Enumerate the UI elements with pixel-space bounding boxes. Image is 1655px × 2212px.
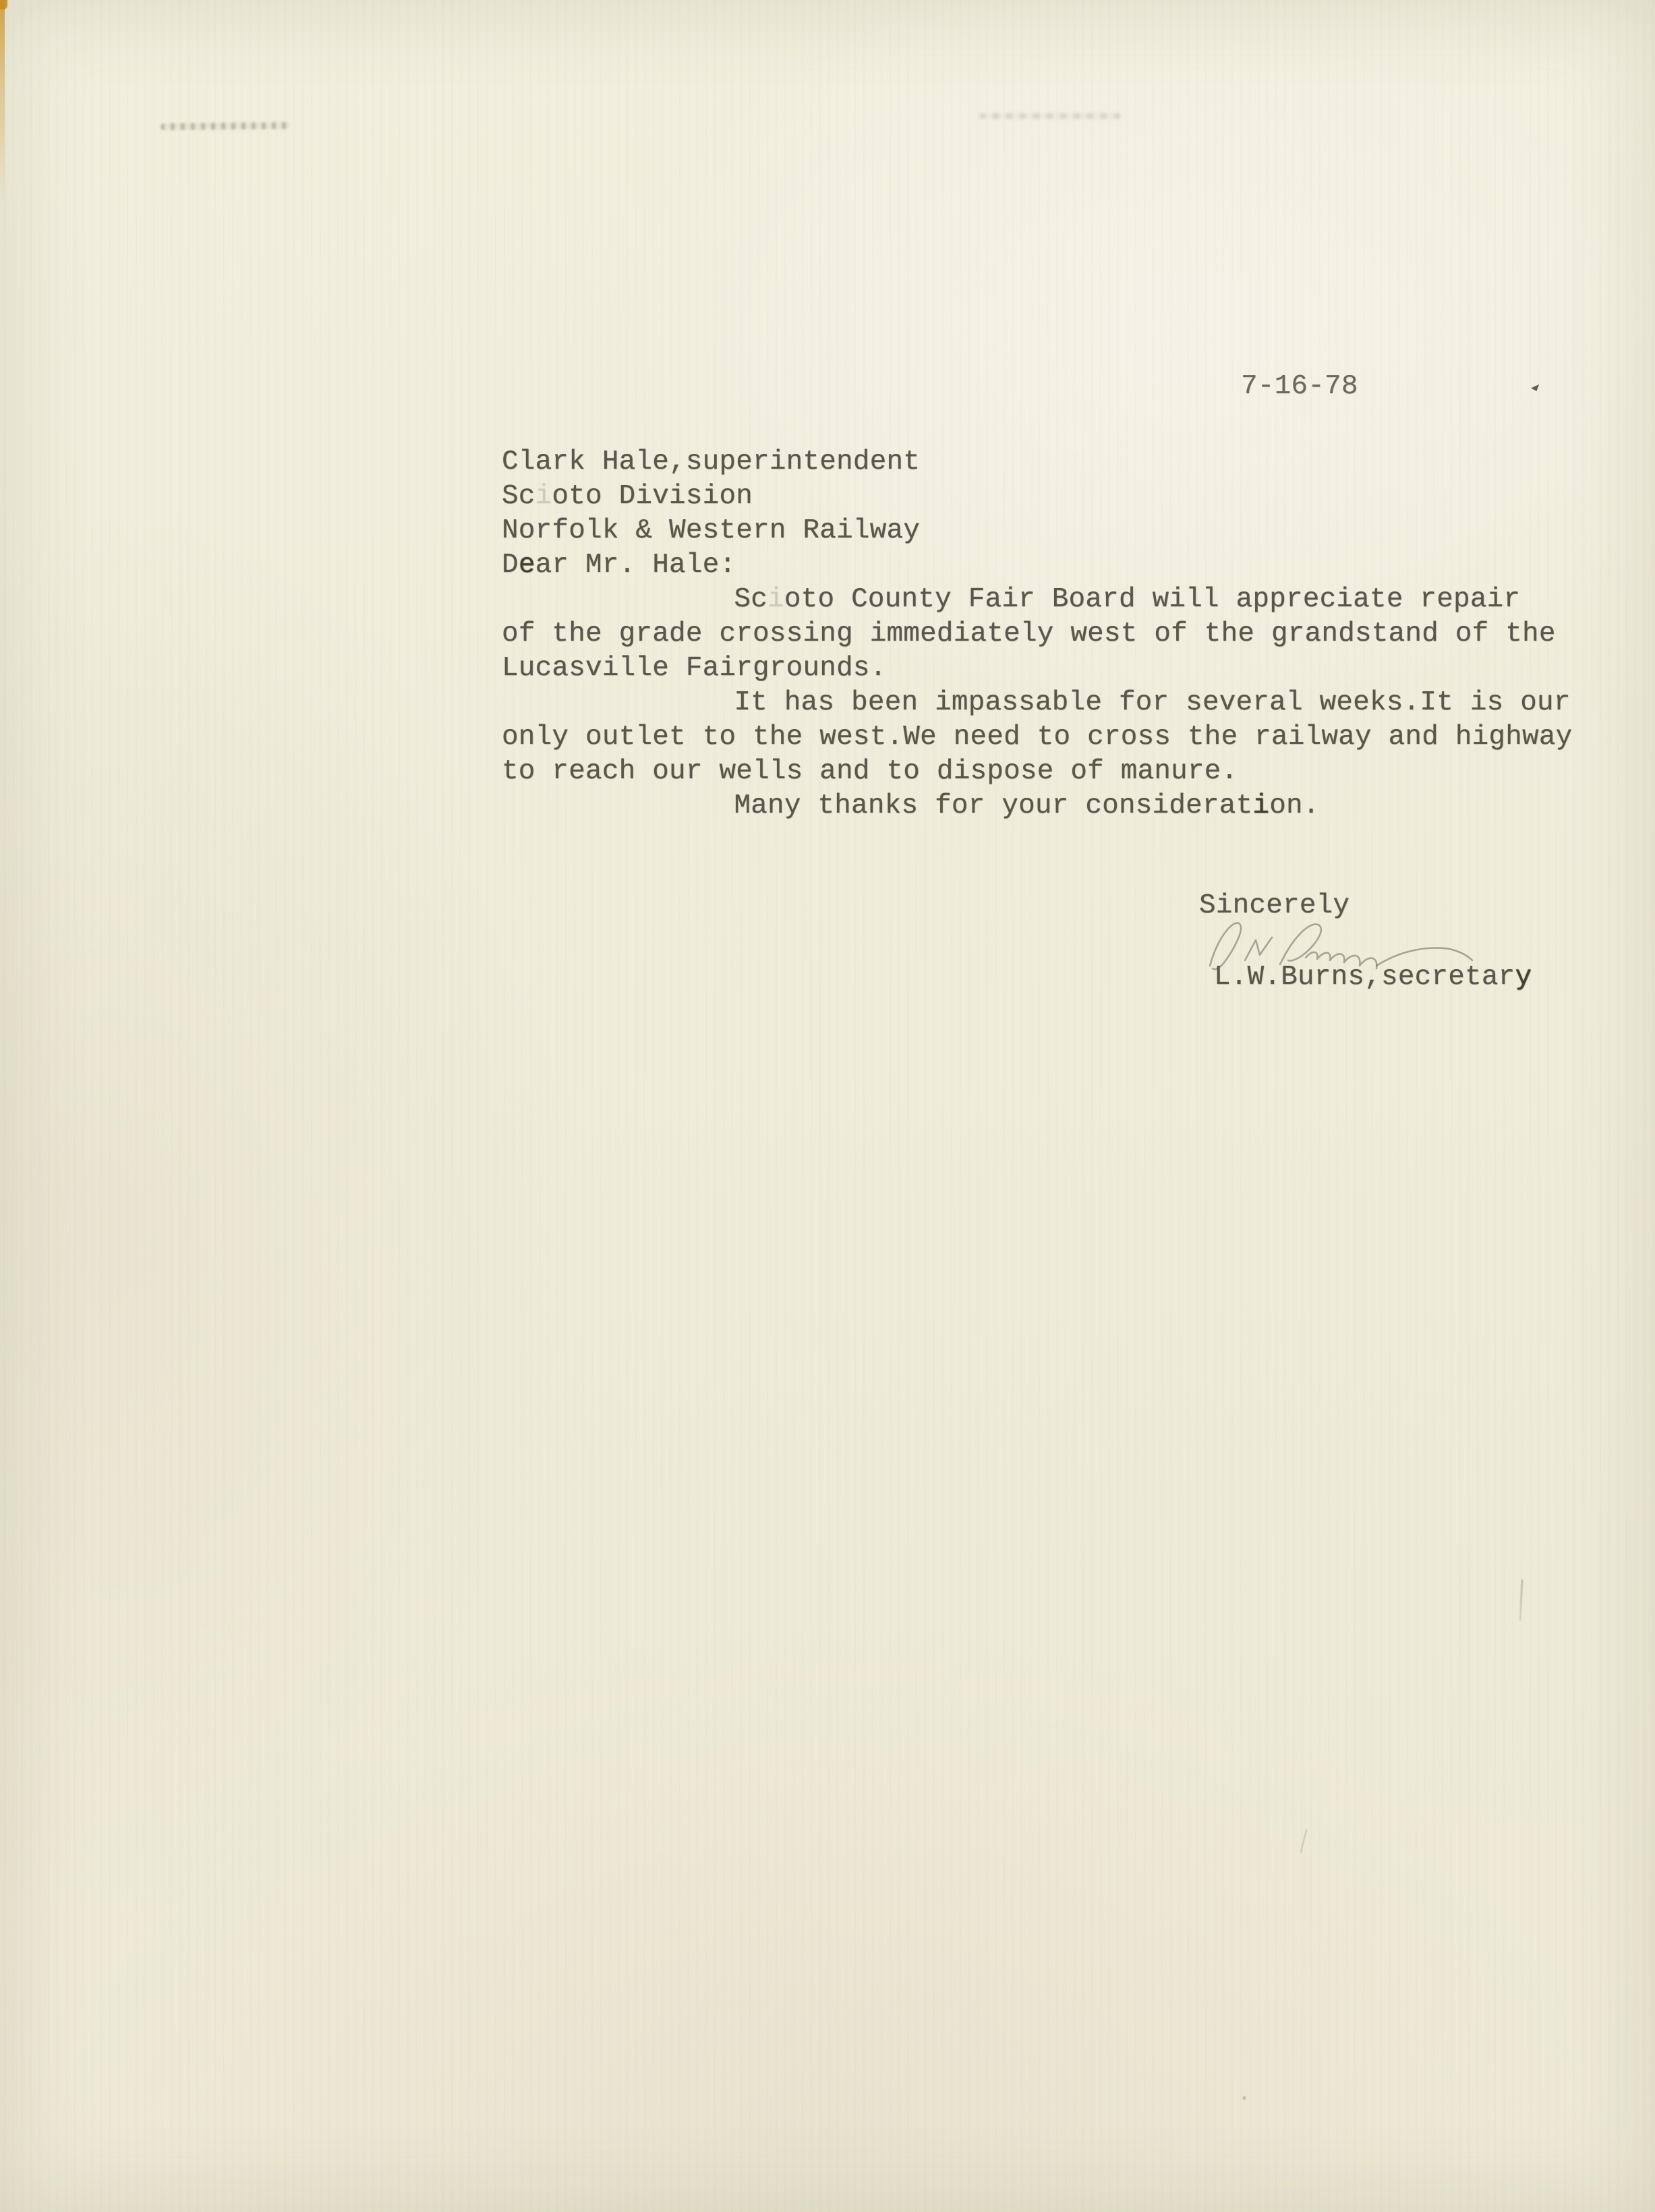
salutation-post: ar Mr. Hale: (535, 550, 736, 581)
recipient-division-line (502, 479, 1615, 514)
ink-speck-near-date (1531, 384, 1539, 391)
paper-speck-bottom (1243, 2096, 1246, 2100)
letter-body (502, 445, 1615, 823)
salutation-line (502, 548, 1615, 583)
recipient-name-line: Clark Hale,superintendent (502, 446, 921, 477)
body-line-7-overstruck-letter: i (1252, 790, 1270, 821)
body-line-1 (502, 583, 1615, 617)
body-line-7-pre: Many thanks for your considerat (734, 790, 1253, 821)
body-line-7-post: on. (1269, 790, 1320, 821)
scan-corner-artifact (0, 0, 7, 9)
paper-fiber-mark (1300, 1829, 1308, 1853)
typed-signature-line (1214, 960, 1532, 995)
typed-signature-pre: L.W.Burns,secretar (1214, 962, 1515, 993)
body-line-5: only outlet to the west.We need to cross the railway and highway (502, 722, 1573, 753)
scan-edge-artifact (0, 0, 5, 202)
salutation-pre: D (502, 550, 519, 581)
pencil-scratch-right (1519, 1579, 1523, 1621)
smudge-mark-top-left (161, 122, 290, 130)
body-line-1-faint-letter: i (767, 584, 784, 615)
closing-sincerely: Sincerely (1199, 890, 1350, 921)
recipient-company-line: Norfolk & Western Railway (502, 515, 921, 546)
date-stamp: 7-16-78 (1241, 371, 1358, 402)
body-line-1-pre: Sc (734, 584, 768, 615)
body-line-6: to reach our wells and to dispose of manure. (502, 756, 1238, 787)
division-faint-letter: i (535, 481, 552, 512)
body-line-4: It has been impassable for several weeks.It is our (734, 687, 1571, 718)
salutation-overstruck-letter: e (518, 550, 535, 581)
body-line-7 (502, 789, 1615, 823)
division-text-pre: Sc (502, 481, 535, 512)
body-line-2: of the grade crossing immediately west of the grandstand of the (502, 618, 1556, 649)
typed-signature-overstruck-letter: y (1515, 962, 1532, 993)
smudge-mark-top-center (979, 113, 1121, 119)
body-line-3: Lucasville Fairgrounds. (502, 653, 887, 684)
body-line-1-post: oto County Fair Board will appreciate repair (784, 584, 1521, 615)
division-text-post: oto Division (552, 481, 753, 512)
